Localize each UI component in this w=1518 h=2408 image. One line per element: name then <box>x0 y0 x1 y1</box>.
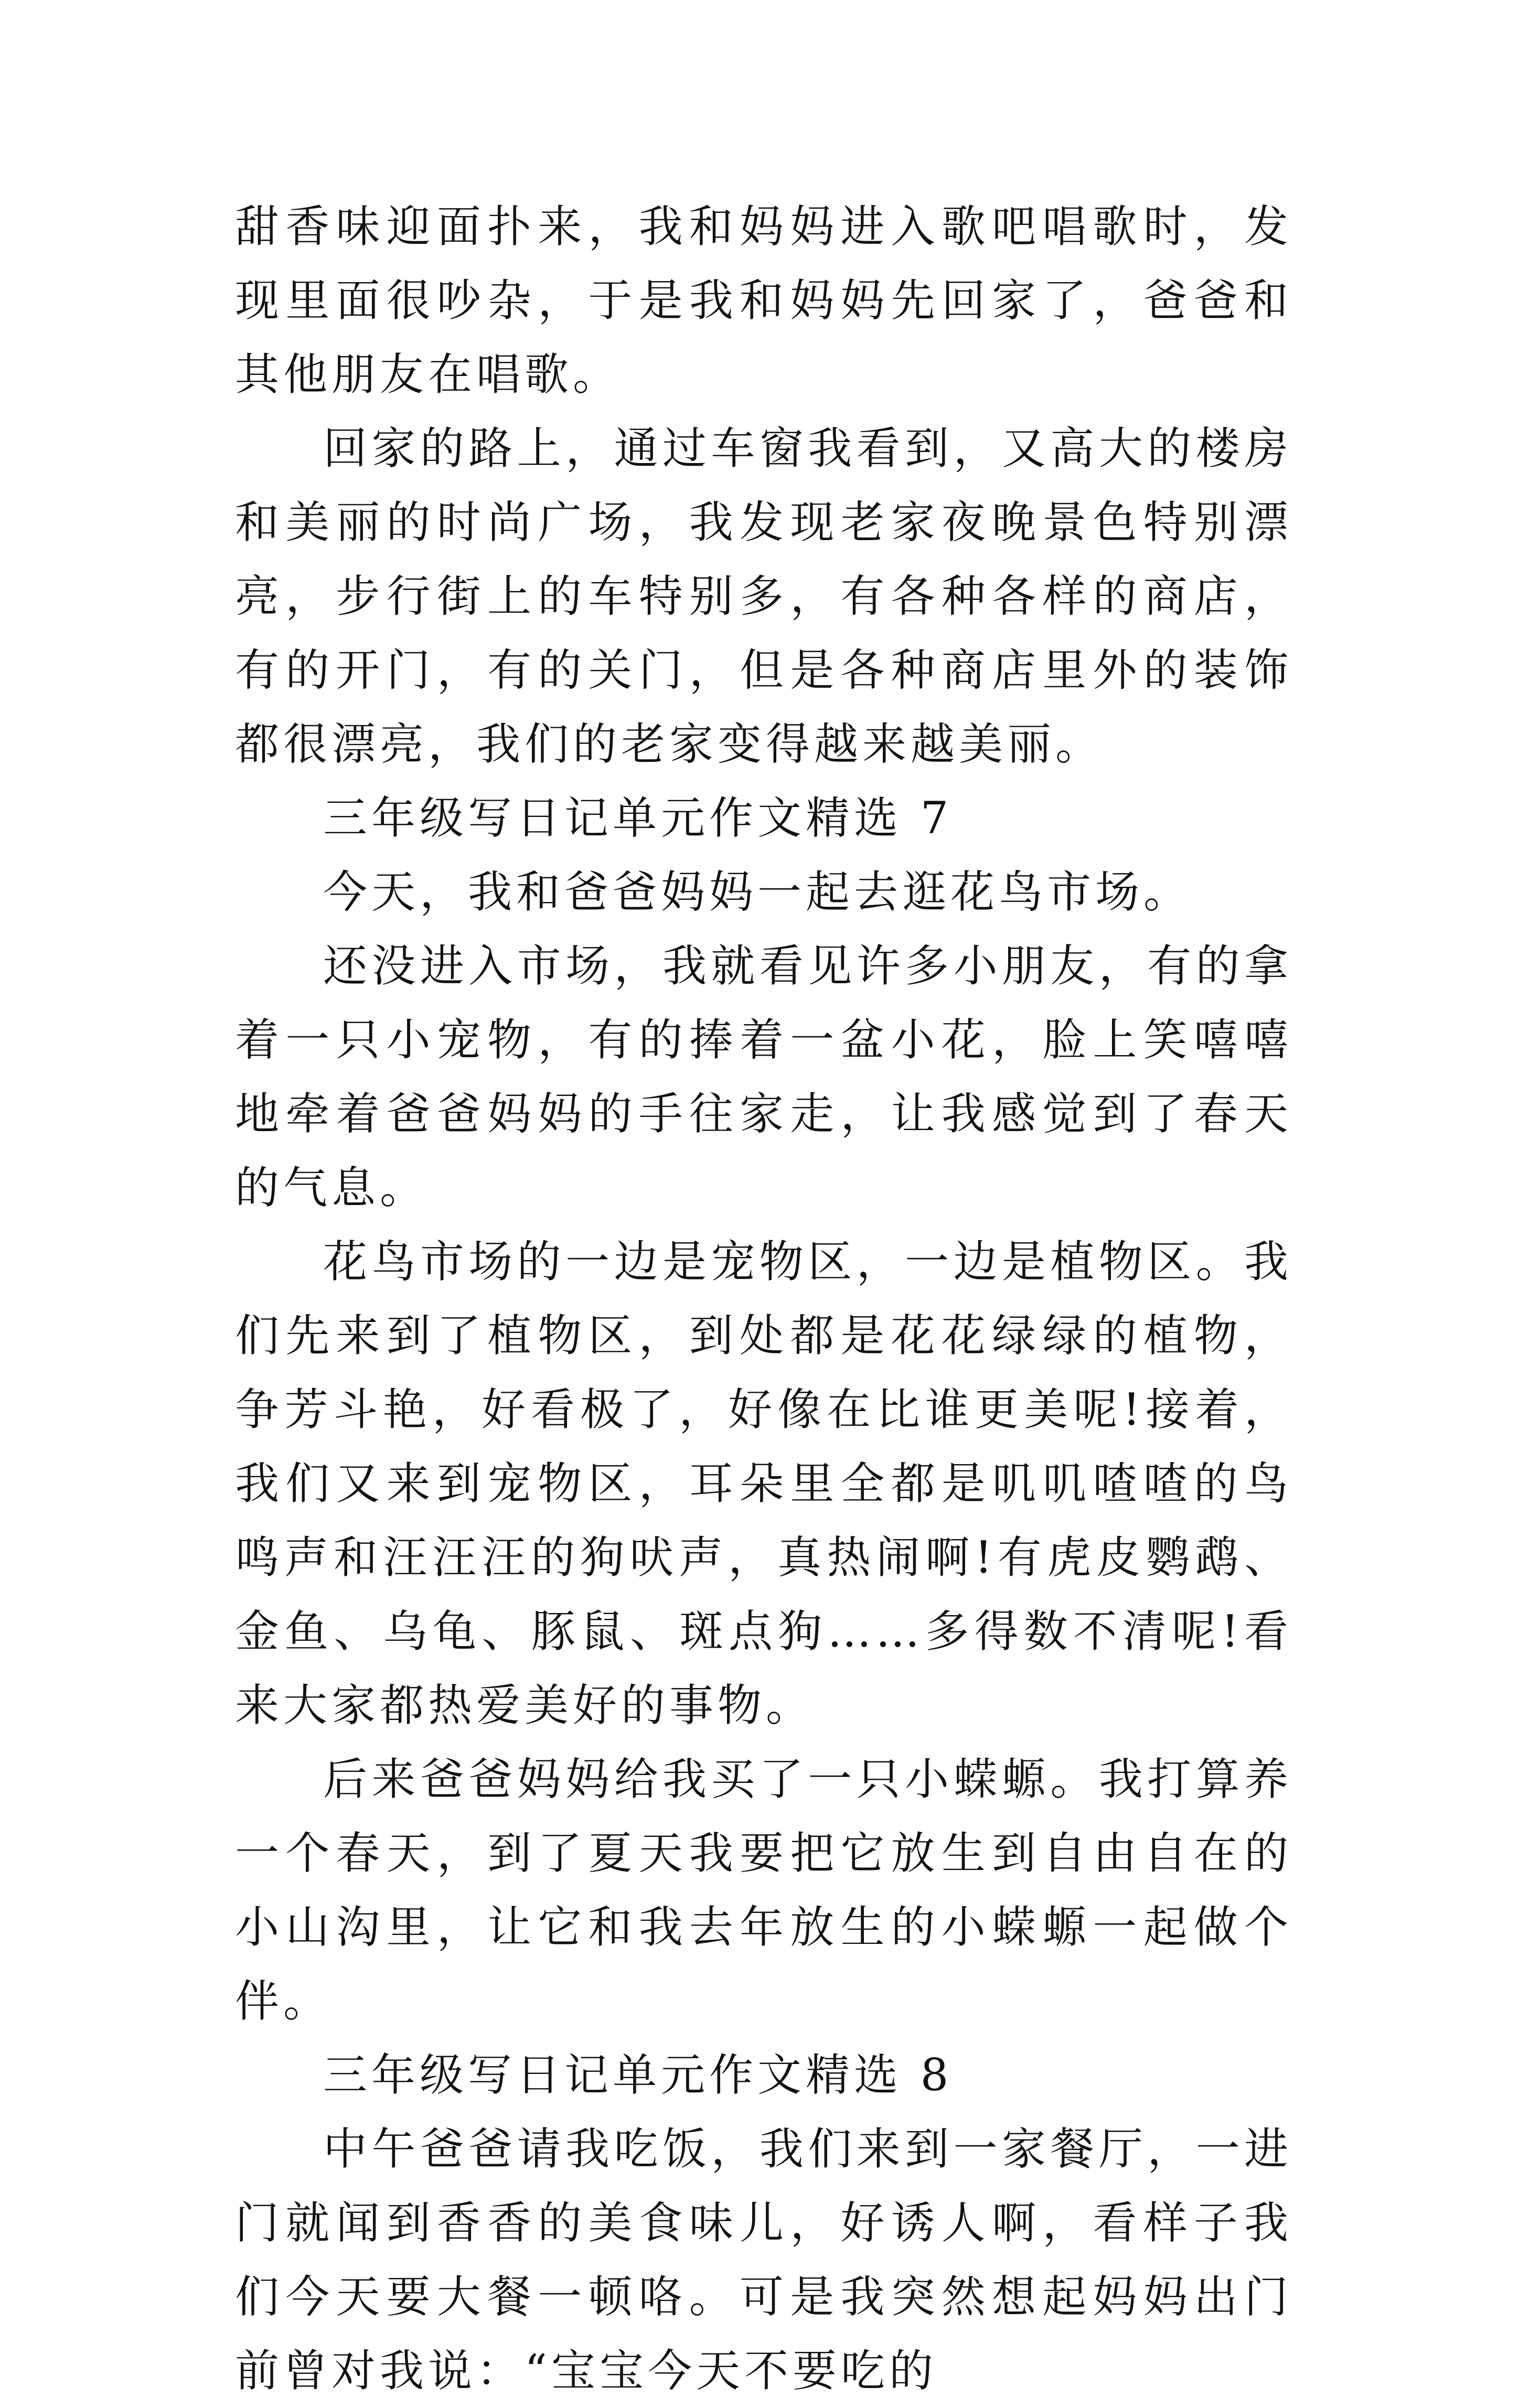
paragraph: 后来爸爸妈妈给我买了一只小蝾螈。我打算养一个春天，到了夏天我要把它放生到自由自在的小山沟里，让它和我去年放生的小蝾螈一起做个伴。 <box>235 1754 1292 2027</box>
document-body <box>235 190 1292 2408</box>
paragraph: 今天，我和爸爸妈妈一起去逛花鸟市场。 <box>323 866 1192 918</box>
section-heading: 三年级写日记单元作文精选 7 <box>323 792 953 844</box>
paragraph-continuation: 甜香味迎面扑来，我和妈妈进入歌吧唱歌时，发现里面很吵杂，于是我和妈妈先回家了，爸爸和其他朋友在唱歌。 <box>235 201 1292 400</box>
paragraph: 中午爸爸请我吃饭，我们来到一家餐厅，一进门就闻到香香的美食味儿，好诱人啊，看样子我们今天要大餐一顿咯。可是我突然想起妈妈出门前曾对我说：“宝宝今天不要吃的 <box>235 2123 1292 2396</box>
paragraph: 花鸟市场的一边是宠物区，一边是植物区。我们先来到了植物区，到处都是花花绿绿的植物，争芳斗艳，好看极了，好像在比谁更美呢!接着，我们又来到宠物区，耳朵里全都是叽叽喳喳的鸟鸣声和汪汪汪的狗吠声，真热闹啊!有虎皮鹦鹉、金鱼、乌龟、豚鼠、斑点狗……多得数不清呢!看来大家都热爱美好的事物。 <box>235 1236 1292 1731</box>
section-heading: 三年级写日记单元作文精选 8 <box>323 2049 953 2101</box>
paragraph: 回家的路上，通过车窗我看到，又高大的楼房和美丽的时尚广场，我发现老家夜晚景色特别漂亮，步行街上的车特别多，有各种各样的商店，有的开门，有的关门，但是各种商店里外的装饰都很漂亮，我们的老家变得越来越美丽。 <box>235 423 1292 770</box>
paragraph: 还没进入市场，我就看见许多小朋友，有的拿着一只小宠物，有的捧着一盆小花，脸上笑嘻嘻地牵着爸爸妈妈的手往家走，让我感觉到了春天的气息。 <box>235 940 1292 1213</box>
